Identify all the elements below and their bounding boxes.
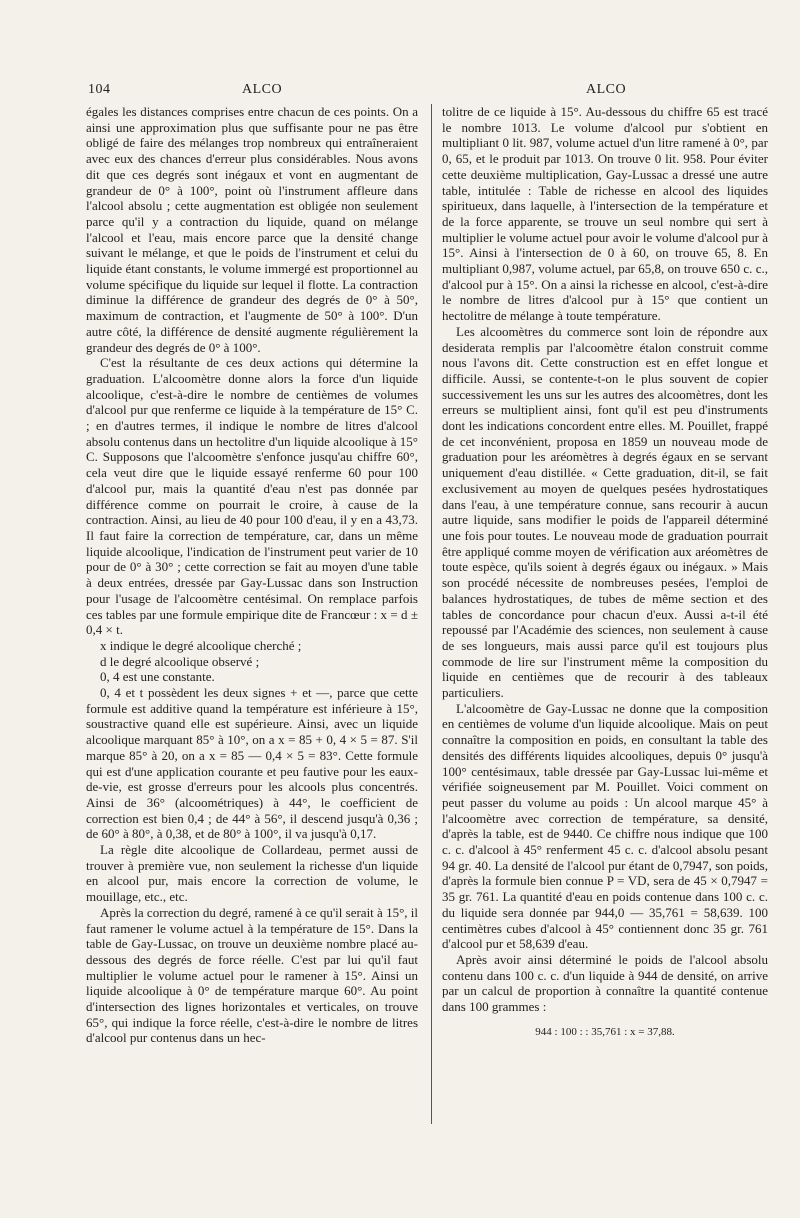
page-number: 104 [88, 82, 111, 97]
right-column [442, 104, 768, 1040]
left-running-head: ALCO [242, 82, 283, 97]
formula-legend: x indique le degré alcoolique cherché ; [100, 637, 302, 653]
paragraph: C'est la résultante de ces deux actions qui détermine la graduation. L'alcoomètre donne alors la force d'un liquide alcoolique, c'est-à-dire le nombre de centièmes de volumes d'alcool pur que renferme ce liquide à la température de 15° C. ; en d'autres termes, il indique le nombre de litres d'alcool absolu contenus dans un hectolitre d'un liquide alcoolique à 15° C. Supposons que l'alcoomètre s'enfonce jusqu'au chiffre 60°, cela veut dire que le liquide essayé renferme 60 pour 100 d'alcool pur, mais la quantité d'eau n'est pas donnée par différence comme on pourrait le croire, à cause de la contraction. Ainsi, au lieu de 40 pour 100 d'eau, il y en a 43,73. Il faut faire la correction de température, car, dans un même liquide alcoolique, l'indication de l'instrument peut varier de 10 pour de 0° à 30° ; cette correction se fait au moyen d'une table à deux entrées, dressée par Gay-Lussac dans son Instruction pour l'usage de l'alcoomètre centésimal. On remplace parfois ces tables par une formule empirique dite de Francœur : x = d ± 0,4 × t. [86, 355, 418, 638]
paragraph: tolitre de ce liquide à 15°. Au-dessous du chiffre 65 est tracé le nombre 1013. Le volume d'alcool pur s'obtient en multipliant 0 lit. 987, volume actuel d'un litre ramené à 0°, par 0, 65, et le produit par 1013. On trouve 0 lit. 958. Pour éviter cette deuxième multiplication, Gay-Lussac a dressé une autre table, intitulée : Table de richesse en alcool des liquides spiritueux, dans laquelle, à l'intersection de la température et de la force apparente, se trouve un seul nombre qui sert à multiplier le volume actuel pour avoir le volume d'alcool pur à 15°. Ainsi à l'intersection de 0 à 60, on trouve 65, 8. En multipliant 0,987, volume actuel, par 65,8, on trouve 650 c. c., d'alcool pur à 15°. On a ainsi la richesse en alcool, c'est-à-dire le nombre de litres d'alcool pur à 15° que contient un hectolitre de mélange à toute température. [442, 104, 768, 324]
formula-legend: d le degré alcoolique observé ; [100, 653, 260, 669]
right-running-head: ALCO [586, 82, 627, 97]
paragraph: 0, 4 et t possèdent les deux signes + et —, parce que cette formule est additive quand la température est inférieure à 15°, soustractive quand elle est supérieure. Ainsi, avec un liquide alcoolique marquant 85° à 10°, on a x = 85 + 0, 4 × 5 = 87. S'il marque 85° à 20, on a x = 85 — 0,4 × 5 = 83°. Cette formule qui est d'une application courante et peu fautive pour les eaux-de-vie, est grosse d'erreurs pour les alcools plus concentrés. Ainsi de 36° (alcoométriques) à 44°, le coefficient de correction est bien 0,4 ; de 44° à 56°, il descend jusqu'à 0,36 ; de 60° à 80°, à 0,38, et de 80° à 100°, il va jusqu'à 0,17. [86, 685, 418, 842]
paragraph: L'alcoomètre de Gay-Lussac ne donne que la composition en centièmes de volume d'un liquide alcoolique. Mais on peut connaître la composition en poids, en consultant la table des densités des différents liquides alcooliques, depuis 0° jusqu'à 100° centésimaux, table dressée par Gay-Lussac lui-même et vérifiée soigneusement par M. Pouillet. Voici comment on peut passer du volume au poids : Un alcool marque 45° à l'alcoomètre avec correction de température, sa densité, d'après la table, est de 9440. Ce chiffre nous indique que 100 c. c. d'alcool à 45° renferment 45 c. c. d'alcool absolu pesant 94 gr. 40. La densité de l'alcool pur étant de 0,7947, son poids, d'après la formule bien connue P = VD, sera de 45 × 0,7947 = 35 gr. 761. La quantité d'eau en poids contenue dans 100 c. c. du liquide sera donnée par 944,0 — 35,761 = 58,639. 100 centimètres cubes d'alcool à 45° contiennent donc 35 gr. 761 d'alcool pur et 58,639 d'eau. [442, 700, 768, 952]
proportion-equation: 944 : 100 : : 35,761 : x = 37,88. [535, 1025, 675, 1038]
page-header [88, 82, 748, 100]
paragraph: Les alcoomètres du commerce sont loin de répondre aux desiderata remplis par l'alcoomètre étalon construit comme nous l'avons dit. Cette construction est en effet longue et difficile. Aussi, se contente-t-on le plus souvent de copier successivement les uns sur les autres des alcoomètres, dont les erreurs se multiplient ainsi, font qu'il est peu d'instruments dont les indications concordent entre elles. M. Pouillet, frappé de cet inconvénient, proposa en 1859 un nouveau mode de graduation pour les aréomètres à degrés égaux en se servant uniquement d'eau distillée. « Cette graduation, dit-il, se fait exclusivement au moyen de quelques pesées hydrostatiques dans l'eau, à une température connue, sans recourir à aucun autre liquide, sans modifier le poids de l'appareil déterminé une fois pour toutes. Le nouveau mode de graduation pourrait être appliqué comme moyen de vérification aux aréomètres de toute espèce, qu'ils soient à degrés égaux ou inégaux. » Mais son procédé nécessite de nombreuses pesées, l'emploi de balances hydrostatiques, de tubes de même section et des tables de concordance pour chacun d'eux. Aussi a-t-il été repoussé par l'Académie des sciences, non seulement à cause de ses longueurs, mais aussi parce qu'il est toujours plus commode de lire sur l'instrument même la composition du liquide en centièmes que de recourir à des tableaux particuliers. [442, 323, 768, 701]
paragraph: égales les distances comprises entre chacun de ces points. On a ainsi une approximation plus que suffisante pour ne pas être obligé de faire des mélanges trop nombreux qui entraîneraient avec eux des chances d'erreur plus considérables. Nous avons dit que ces degrés sont inégaux et vont en augmentant de grandeur de 0° à 100°, point où l'instrument affleure dans l'alcool absolu ; cette augmentation est obligée non seulement parce qu'il y a contraction du liquide, quand on mélange l'alcool et l'eau, mais encore parce que la densité change suivant le mélange, et que le poids de l'instrument et celui du liquide étant constants, le volume immergé est proportionnel au volume spécifique du liquide sur lequel il flotte. La contraction diminue la différence de grandeur des degrés de 0° à 50°, maximum de contraction, et l'augmente de 50° à 100°. D'un autre côté, la différence de densité augmente régulièrement la grandeur des degrés de 0° à 100°. [86, 104, 418, 355]
paragraph: Après avoir ainsi déterminé le poids de l'alcool absolu contenu dans 100 c. c. d'un liquide à 944 de densité, on arrive par un calcul de proportion à connaître la quantité contenue dans 100 grammes : [442, 951, 768, 1015]
formula-legend: 0, 4 est une constante. [100, 669, 215, 685]
column-divider [431, 104, 432, 1124]
paragraph: La règle dite alcoolique de Collardeau, permet aussi de trouver à première vue, non seulement la richesse d'un liquide en alcool pur, mais encore la correction de volume, le mouillage, etc., etc. [86, 842, 418, 905]
left-column [86, 104, 418, 1046]
paragraph: Après la correction du degré, ramené à ce qu'il serait à 15°, il faut ramener le volume actuel à la température de 15°. Dans la table de Gay-Lussac, on trouve un deuxième nombre placé au-dessous des degrés de force réelle. C'est par lui qu'il faut multiplier le volume actuel pour le ramener à 15°. Ainsi un liquide alcoolique à 0° de température marque 60°. Au point d'intersection des lignes horizontales et verticales, on trouve 65°, qui indique la force réelle, c'est-à-dire le nombre de litres d'alcool pur contenus dans un hec- [86, 904, 418, 1046]
